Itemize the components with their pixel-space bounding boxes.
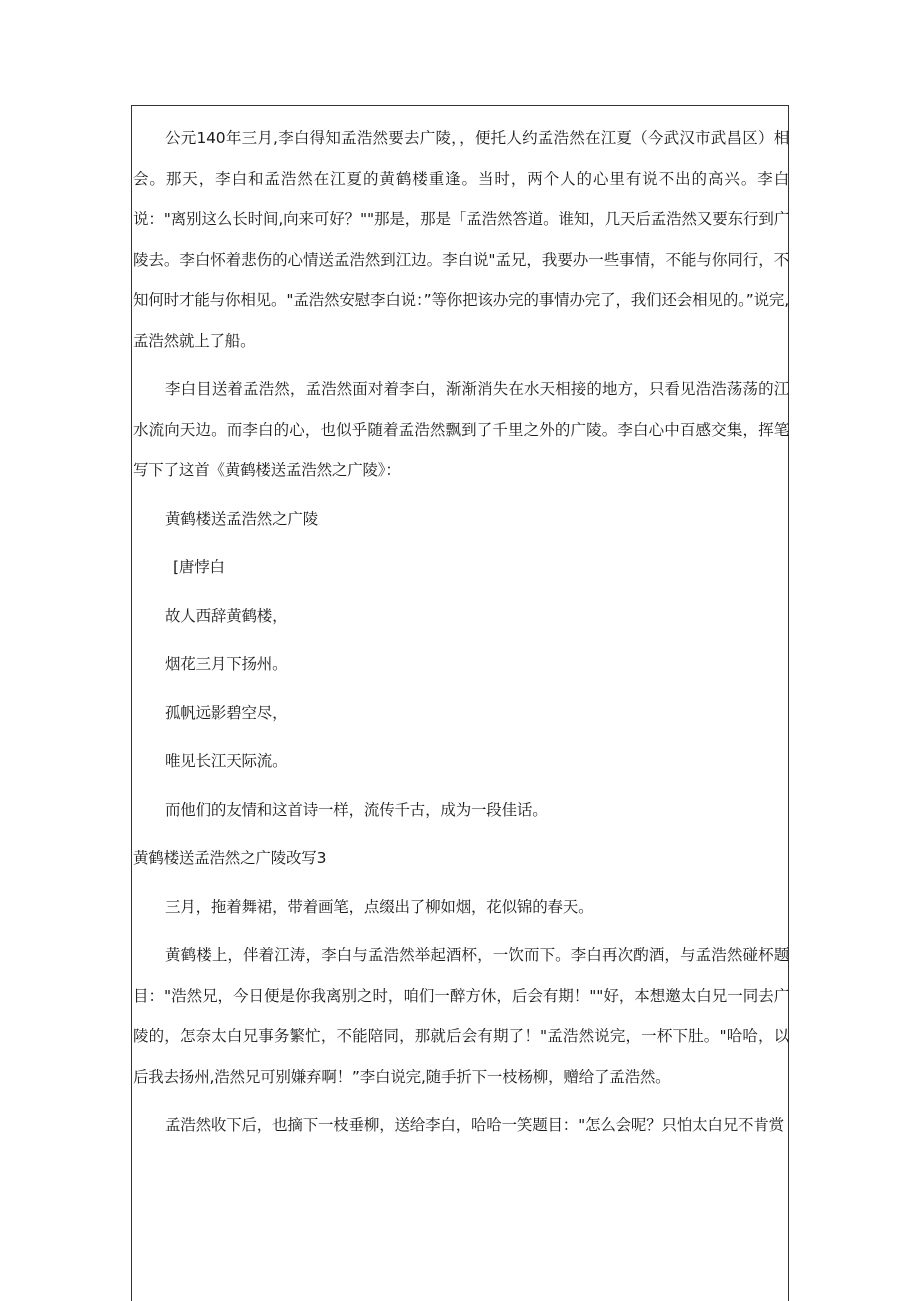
poem-line-3: 孤帆远影碧空尽， [165,703,288,722]
paragraph-willow: 孟浩然收下后，也摘下一枝垂柳，送给李白，哈哈一笑题目："怎么会呢？只怕太白兄不肯赏 [165,1116,784,1134]
paragraph-spring: 三月，拖着舞裙，带着画笔，点缀出了柳如烟，花似锦的春天。 [165,897,594,916]
poem-line-2: 烟花三月下扬州。 [165,655,288,673]
poem-author: [唐悖白 [173,558,225,576]
paragraph-meeting: 公元140年三月,李白得知孟浩然要去广陵，，便托人约孟浩然在江夏（今武汉市武昌区）相会。那天，李白和孟浩然在江夏的黄鹤楼重逢。当时，两个人的心里有说不出的高兴。李白说："离别这么长时间,向来可好？""那是，那是「孟浩然答道。谁知，几天后孟浩然又要东行到广陵去。李白怀着悲伤的心情送孟浩然到江边。李白说"孟兄，我要办一些事情，不能与你同行，不知何时才能与你相见。"孟浩然安慰李白说：”等你把该办完的事情办完了，我们还会相见的。”说完,孟浩然就上了船。 [133,129,789,350]
poem-title: 黄鹤楼送孟浩然之广陵 [165,509,319,528]
paragraph-friendship: 而他们的友情和这首诗一样，流传千古，成为一段佳话。 [165,800,548,819]
document-body [133,118,789,1146]
poem-line-1: 故人西辞黄鹤楼， [165,606,288,625]
paragraph-toast: 黄鹤楼上，伴着江涛，李白与孟浩然举起酒杯，一饮而下。李白再次酌酒，与孟浩然碰杯题目："浩然兄，今日便是你我离别之时，咱们一醉方休，后会有期！""好，本想邀太白兄一同去广陵的，怎奈太白兄事务繁忙，不能陪同，那就后会有期了！"孟浩然说完，一杯下肚。"哈哈，以后我去扬州,浩然兄可别嫌弃啊！”李白说完,随手折下一枝杨柳，赠给了孟浩然。 [133,946,789,1086]
section-heading: 黄鹤楼送孟浩然之广陵改写3 [133,849,327,867]
poem-line-4: 唯见长江天际流。 [165,752,288,770]
paragraph-farewell: 李白目送着孟浩然，孟浩然面对着李白，渐渐消失在水天相接的地方，只看见浩浩荡荡的江水流向天边。而李白的心，也似乎随着孟浩然飘到了千里之外的广陵。李白心中百感交集，挥笔写下了这首《黄鹤楼送孟浩然之广陵》： [133,380,789,479]
